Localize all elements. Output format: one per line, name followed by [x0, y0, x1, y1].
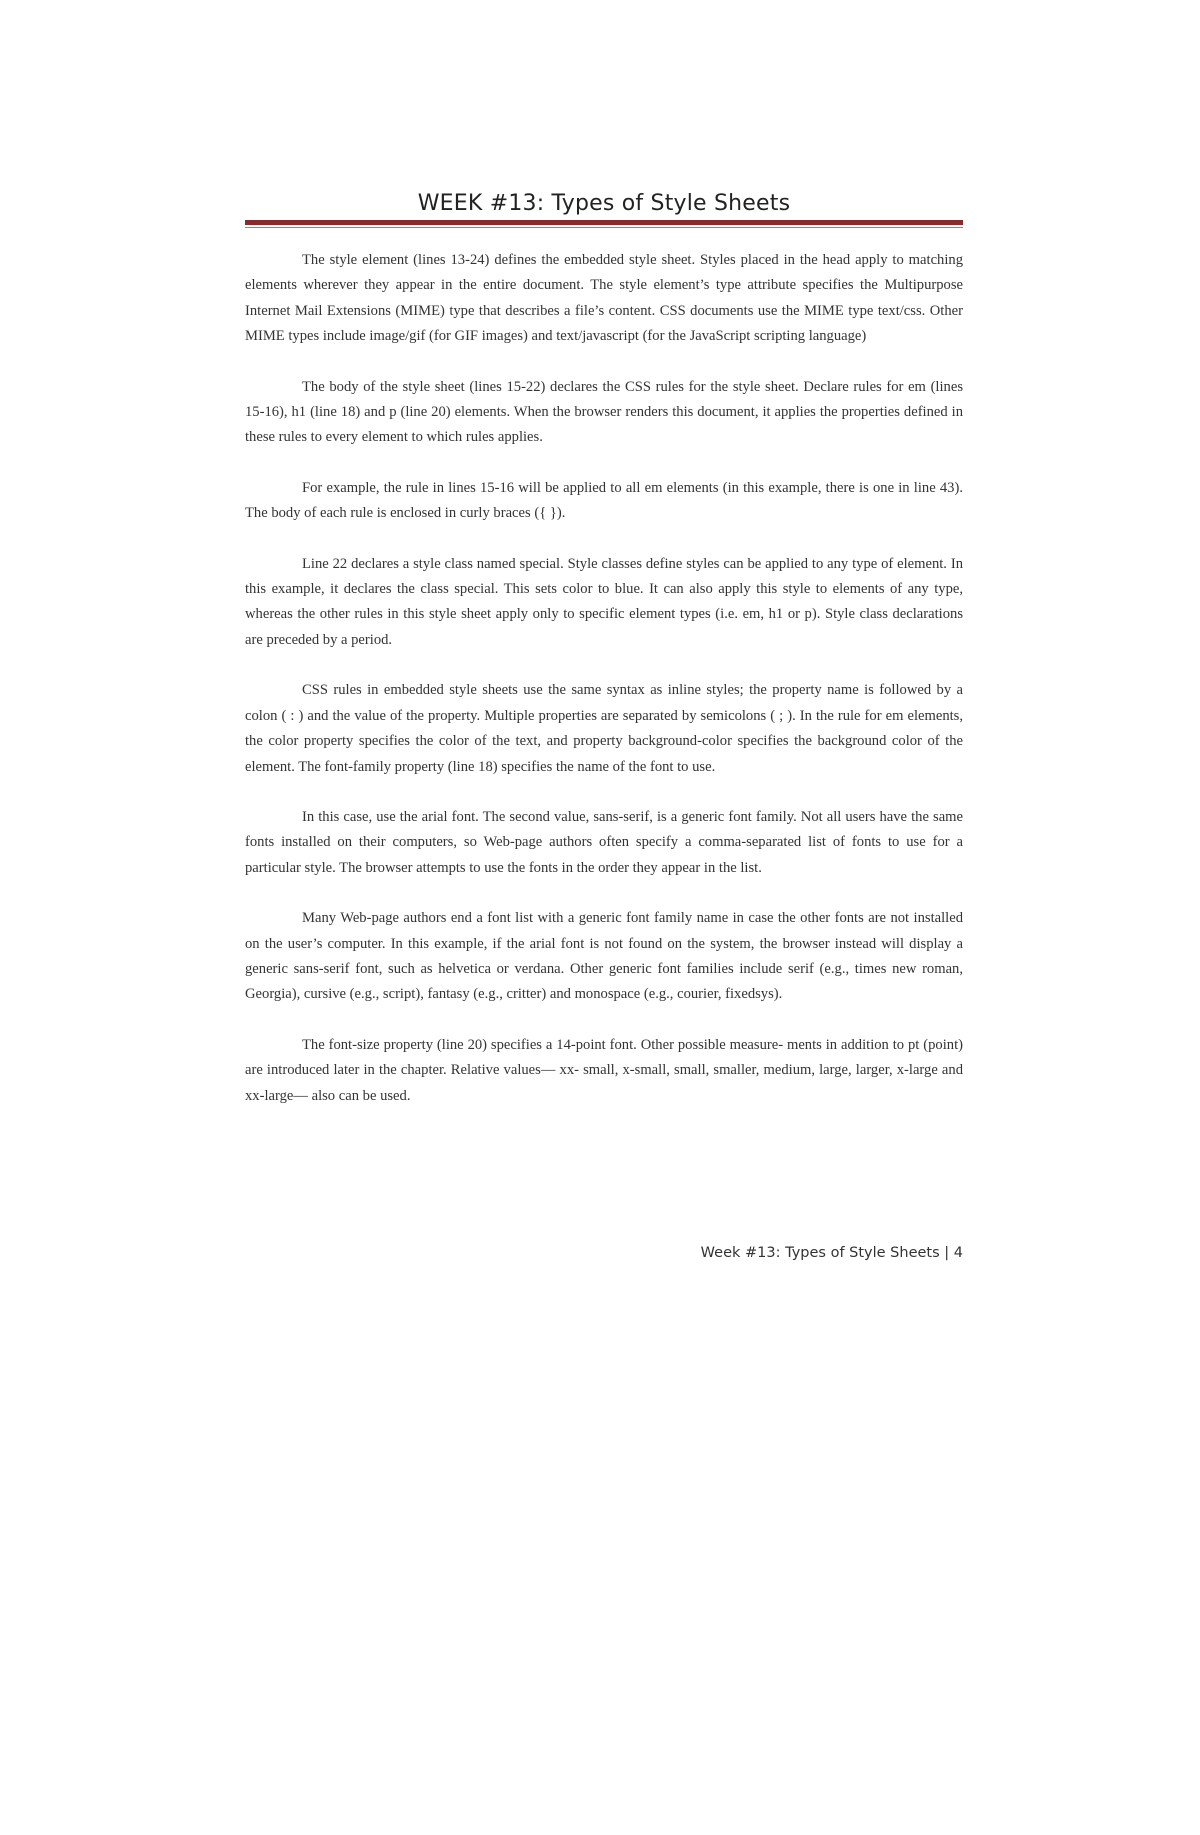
page-title: WEEK #13: Types of Style Sheets — [417, 191, 791, 216]
header-divider-thin — [245, 227, 963, 228]
header-divider — [245, 220, 963, 225]
paragraph-style-element: The style element (lines 13-24) defines the embedded style sheet. Styles placed in the head apply to matching elements wherever they appear in the entire document. The style element’s type attribute specifies the Multipurpose Internet Mail Extensions (MIME) type that describes a file’s content. CSS documents use the MIME type text/css. Other MIME types include image/gif (for GIF images) and text/javascript (for the JavaScript scripting language) — [245, 252, 963, 345]
paragraph-font-list: In this case, use the arial font. The second value, sans-serif, is a generic font family. Not all users have the same fonts installed on their computers, so Web-page authors often specify a comma-separated list of fonts to use for a particular style. The browser attempts to use the fonts in the order they appear in the list. — [245, 808, 963, 876]
page-footer: Week #13: Types of Style Sheets | 4 — [700, 1245, 963, 1261]
paragraph-font-size: The font-size property (line 20) specifies a 14-point font. Other possible measure- ments in addition to pt (point) are introduced later in the chapter. Relative values— xx- small, x-small, small, smaller, medium, large, larger, x-large and xx-large— also can be used. — [245, 1036, 963, 1104]
body-text — [245, 248, 963, 1134]
page-header — [245, 190, 963, 218]
paragraph-css-syntax: CSS rules in embedded style sheets use the same syntax as inline styles; the property name is followed by a colon ( : ) and the value of the property. Multiple properties are separated by semicolons ( ; ). In the rule for em elements, the color property specifies the color of the text, and property background-color specifies the background color of the element. The font-family property (line 18) specifies the name of the font to use. — [245, 682, 963, 775]
paragraph-style-sheet-body: The body of the style sheet (lines 15-22) declares the CSS rules for the style sheet. Declare rules for em (lines 15-16), h1 (line 18) and p (line 20) elements. When the browser renders this document, it applies the properties defined in these rules to every element to which rules applies. — [245, 378, 963, 446]
paragraph-style-class: Line 22 declares a style class named special. Style classes define styles can be applied to any type of element. In this example, it declares the class special. This sets color to blue. It can also apply this style to elements of any type, whereas the other rules in this style sheet apply only to specific element types (i.e. em, h1 or p). Style class declarations are preceded by a period. — [245, 555, 963, 648]
paragraph-generic-fonts: Many Web-page authors end a font list with a generic font family name in case the other fonts are not installed on the user’s computer. In this example, if the arial font is not found on the system, the browser instead will display a generic sans-serif font, such as helvetica or verdana. Other generic font families include serif (e.g., times new roman, Georgia), cursive (e.g., script), fantasy (e.g., critter) and monospace (e.g., courier, fixedsys). — [245, 910, 963, 1003]
paragraph-rule-example: For example, the rule in lines 15-16 will be applied to all em elements (in this example, there is one in line 43). The body of each rule is enclosed in curly braces ({ }). — [245, 479, 963, 522]
